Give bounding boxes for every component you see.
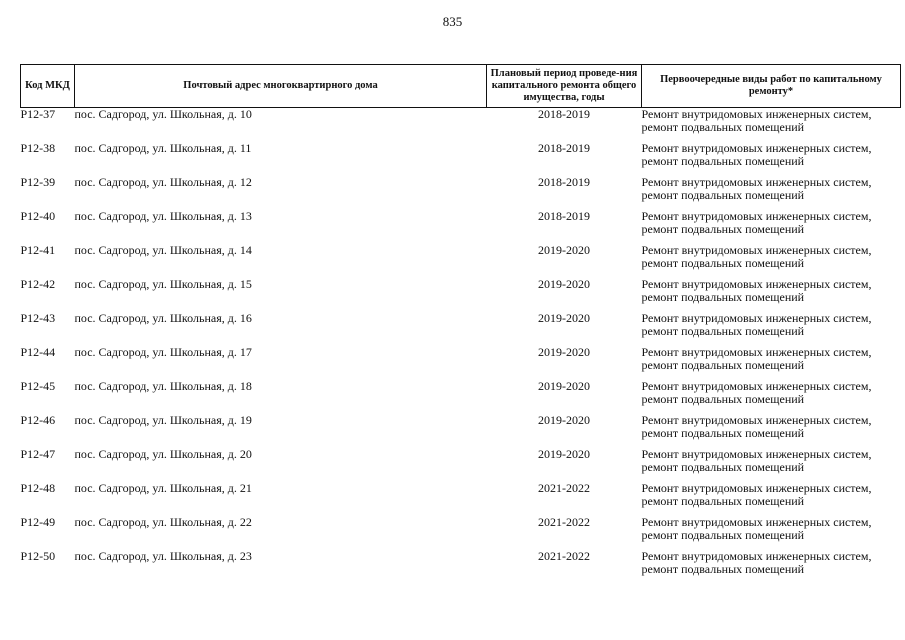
works-line-1: Ремонт внутридомовых инженерных систем, xyxy=(641,481,872,495)
works-line-1: Ремонт внутридомовых инженерных систем, xyxy=(641,141,872,155)
page-number: 835 xyxy=(442,14,463,29)
address-cell: пос. Садгород, ул. Школьная, д. 11 xyxy=(74,141,252,155)
mkd-code-cell: Р12-40 xyxy=(20,209,56,223)
works-cell xyxy=(642,210,901,244)
mkd-code-cell: Р12-49 xyxy=(20,515,56,529)
table-row xyxy=(21,550,901,584)
works-cell xyxy=(642,278,901,312)
address-cell: пос. Садгород, ул. Школьная, д. 13 xyxy=(74,209,252,223)
works-line-2: ремонт подвальных помещений xyxy=(641,256,805,270)
mkd-code-cell: Р12-50 xyxy=(20,549,56,563)
works-line-2: ремонт подвальных помещений xyxy=(641,494,805,508)
works-cell xyxy=(642,176,901,210)
table-row xyxy=(21,210,901,244)
works-cell xyxy=(642,380,901,414)
mkd-code-cell: Р12-38 xyxy=(20,141,56,155)
header-code: Код МКД xyxy=(21,65,75,108)
address-cell: пос. Садгород, ул. Школьная, д. 16 xyxy=(74,311,252,325)
works-line-2: ремонт подвальных помещений xyxy=(641,460,805,474)
address-cell: пос. Садгород, ул. Школьная, д. 19 xyxy=(74,413,252,427)
period-cell: 2021-2022 xyxy=(538,549,590,563)
table-body xyxy=(21,108,901,585)
period-cell: 2019-2020 xyxy=(538,447,590,461)
works-line-2: ремонт подвальных помещений xyxy=(641,290,805,304)
address-cell: пос. Садгород, ул. Школьная, д. 14 xyxy=(74,243,252,257)
works-line-2: ремонт подвальных помещений xyxy=(641,188,805,202)
works-line-1: Ремонт внутридомовых инженерных систем, xyxy=(641,413,872,427)
mkd-code-cell: Р12-43 xyxy=(20,311,56,325)
header-row xyxy=(21,65,901,108)
works-line-1: Ремонт внутридомовых инженерных систем, xyxy=(641,515,872,529)
period-cell: 2019-2020 xyxy=(538,379,590,393)
address-cell: пос. Садгород, ул. Школьная, д. 15 xyxy=(74,277,252,291)
mkd-code-cell: Р12-47 xyxy=(20,447,56,461)
repair-plan-table xyxy=(20,64,901,584)
works-line-2: ремонт подвальных помещений xyxy=(641,528,805,542)
works-cell xyxy=(642,516,901,550)
mkd-code-cell: Р12-48 xyxy=(20,481,56,495)
works-cell xyxy=(642,414,901,448)
address-cell: пос. Садгород, ул. Школьная, д. 21 xyxy=(74,481,252,495)
mkd-code-cell: Р12-37 xyxy=(20,107,56,121)
works-cell xyxy=(642,448,901,482)
mkd-code-cell: Р12-39 xyxy=(20,175,56,189)
mkd-code-cell: Р12-44 xyxy=(20,345,56,359)
table-row xyxy=(21,380,901,414)
works-line-2: ремонт подвальных помещений xyxy=(641,392,805,406)
mkd-code-cell: Р12-41 xyxy=(20,243,56,257)
works-cell xyxy=(642,312,901,346)
works-line-2: ремонт подвальных помещений xyxy=(641,426,805,440)
mkd-code-cell: Р12-45 xyxy=(20,379,56,393)
table-row xyxy=(21,414,901,448)
table-row xyxy=(21,108,901,143)
table-row xyxy=(21,176,901,210)
address-cell: пос. Садгород, ул. Школьная, д. 12 xyxy=(74,175,252,189)
address-cell: пос. Садгород, ул. Школьная, д. 17 xyxy=(74,345,252,359)
header-address: Почтовый адрес многоквартирного дома xyxy=(75,65,487,108)
header-period: Плановый период проведе-ния капитального ремонта общего имущества, годы xyxy=(487,65,642,108)
period-cell: 2019-2020 xyxy=(538,311,590,325)
works-line-1: Ремонт внутридомовых инженерных систем, xyxy=(641,447,872,461)
period-cell: 2018-2019 xyxy=(538,141,590,155)
header-works: Первоочередные виды работ по капитальному ремонту* xyxy=(642,65,901,108)
table-row xyxy=(21,244,901,278)
works-line-2: ремонт подвальных помещений xyxy=(641,120,805,134)
address-cell: пос. Садгород, ул. Школьная, д. 22 xyxy=(74,515,252,529)
works-line-2: ремонт подвальных помещений xyxy=(641,154,805,168)
table-row xyxy=(21,482,901,516)
works-cell xyxy=(642,244,901,278)
works-line-1: Ремонт внутридомовых инженерных систем, xyxy=(641,243,872,257)
period-cell: 2021-2022 xyxy=(538,515,590,529)
period-cell: 2019-2020 xyxy=(538,277,590,291)
works-line-2: ремонт подвальных помещений xyxy=(641,222,805,236)
works-line-1: Ремонт внутридомовых инженерных систем, xyxy=(641,311,872,325)
period-cell: 2019-2020 xyxy=(538,413,590,427)
address-cell: пос. Садгород, ул. Школьная, д. 18 xyxy=(74,379,252,393)
period-cell: 2018-2019 xyxy=(538,175,590,189)
period-cell: 2018-2019 xyxy=(538,107,590,121)
table-row xyxy=(21,448,901,482)
table-row xyxy=(21,312,901,346)
works-line-2: ремонт подвальных помещений xyxy=(641,324,805,338)
period-cell: 2021-2022 xyxy=(538,481,590,495)
table-row xyxy=(21,142,901,176)
works-line-1: Ремонт внутридомовых инженерных систем, xyxy=(641,379,872,393)
mkd-code-cell: Р12-46 xyxy=(20,413,56,427)
works-cell xyxy=(642,108,901,143)
works-line-1: Ремонт внутридомовых инженерных систем, xyxy=(641,209,872,223)
works-line-2: ремонт подвальных помещений xyxy=(641,562,805,576)
address-cell: пос. Садгород, ул. Школьная, д. 10 xyxy=(74,107,252,121)
works-line-1: Ремонт внутридомовых инженерных систем, xyxy=(641,277,872,291)
period-cell: 2019-2020 xyxy=(538,243,590,257)
works-cell xyxy=(642,482,901,516)
works-line-1: Ремонт внутридомовых инженерных систем, xyxy=(641,549,872,563)
works-line-1: Ремонт внутридомовых инженерных систем, xyxy=(641,107,872,121)
table-row xyxy=(21,516,901,550)
period-cell: 2019-2020 xyxy=(538,345,590,359)
address-cell: пос. Садгород, ул. Школьная, д. 23 xyxy=(74,549,252,563)
table-row xyxy=(21,346,901,380)
period-cell: 2018-2019 xyxy=(538,209,590,223)
address-cell: пос. Садгород, ул. Школьная, д. 20 xyxy=(74,447,252,461)
works-cell xyxy=(642,550,901,584)
works-line-2: ремонт подвальных помещений xyxy=(641,358,805,372)
mkd-code-cell: Р12-42 xyxy=(20,277,56,291)
table-header xyxy=(21,65,901,108)
works-cell xyxy=(642,346,901,380)
works-line-1: Ремонт внутридомовых инженерных систем, xyxy=(641,175,872,189)
table-row xyxy=(21,278,901,312)
works-line-1: Ремонт внутридомовых инженерных систем, xyxy=(641,345,872,359)
works-cell xyxy=(642,142,901,176)
